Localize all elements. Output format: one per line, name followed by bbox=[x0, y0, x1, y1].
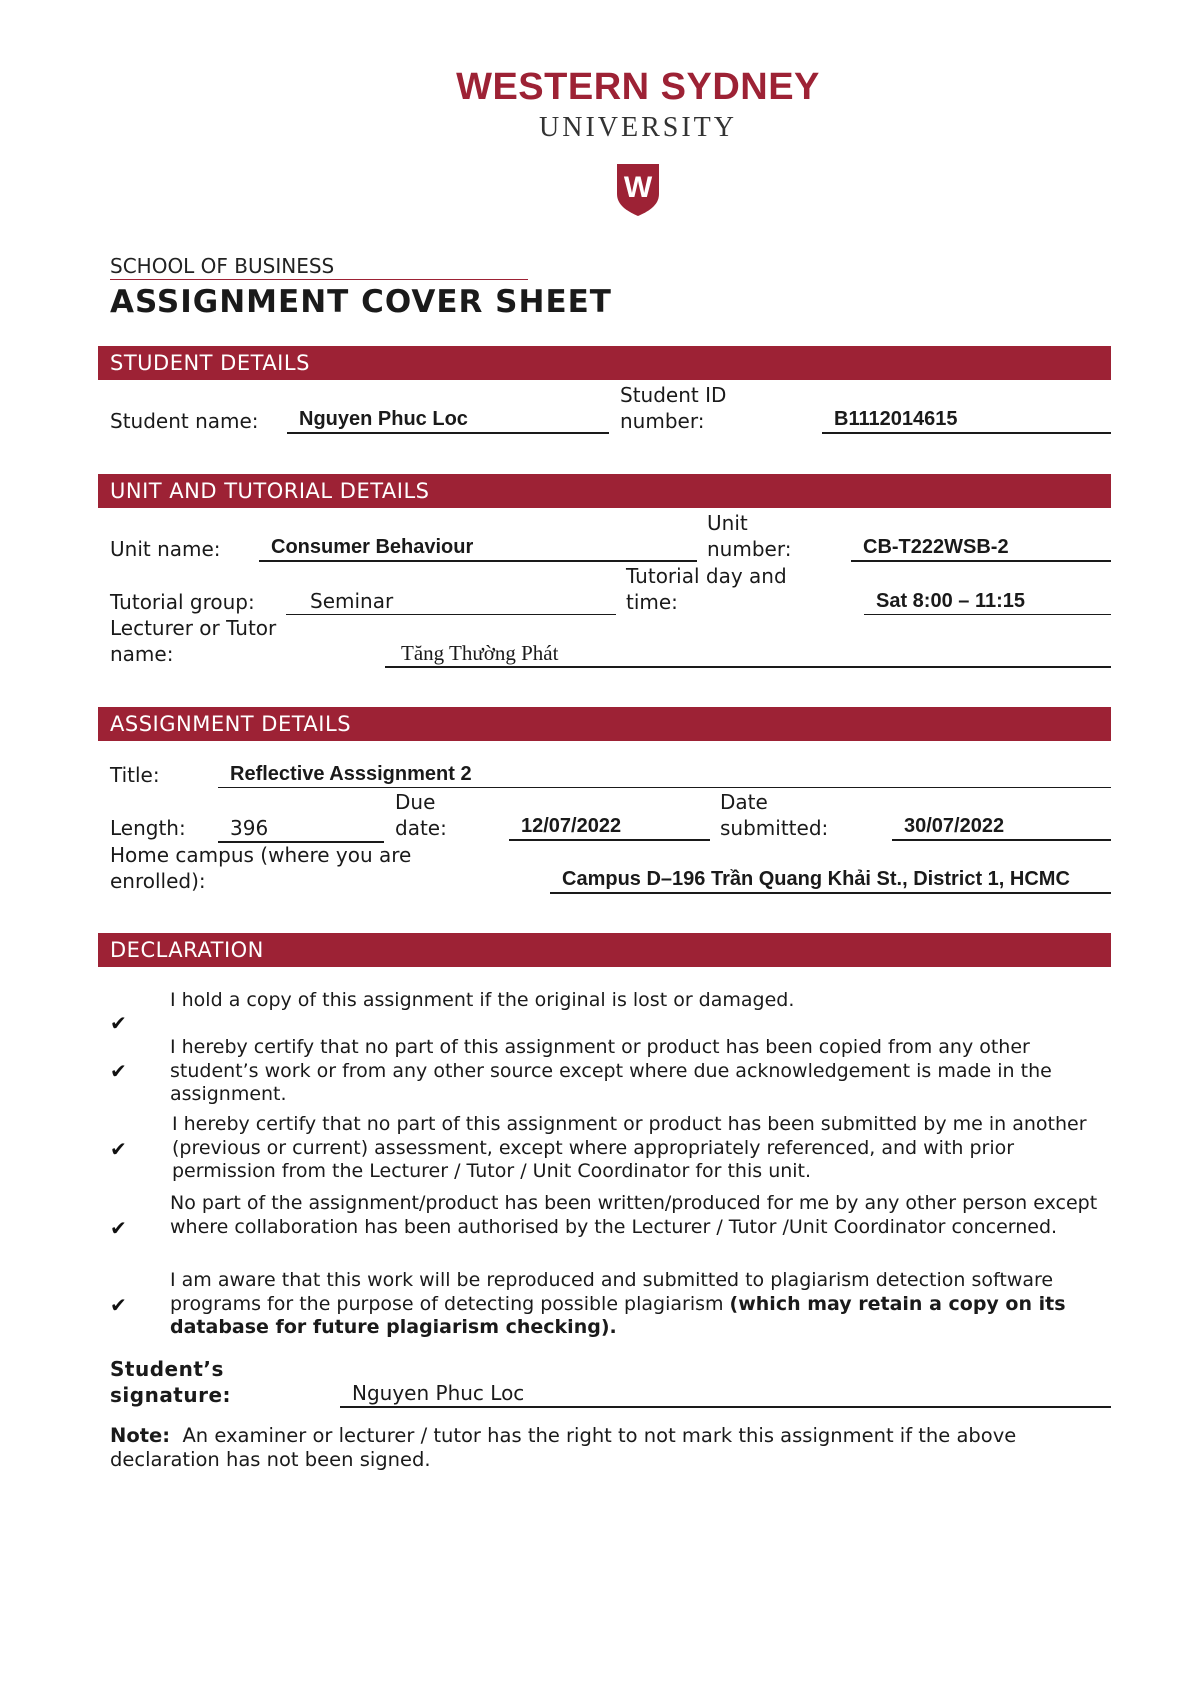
student-name-label: Student name: bbox=[110, 409, 259, 433]
student-id-label-1: Student ID bbox=[620, 383, 727, 407]
lecturer-field[interactable]: Tăng Thường Phát bbox=[385, 640, 1111, 668]
student-name-field[interactable]: Nguyen Phuc Loc bbox=[287, 406, 609, 434]
note-text: An examiner or lecturer / tutor has the right to not mark this assignment if the above declaration has not been signed. bbox=[110, 1424, 1017, 1471]
tutorial-group-label: Tutorial group: bbox=[110, 590, 255, 614]
section-declaration: DECLARATION bbox=[98, 933, 1111, 967]
declaration-item-5-text: I am aware that this work will be reproduced and submitted to plagiarism detection software programs for the purpose of detecting possible plagiarism bbox=[170, 1269, 1054, 1315]
length-label: Length: bbox=[110, 816, 186, 840]
declaration-item-4: No part of the assignment/product has been written/produced for me by any other person except where collaboration has been authorised by the Lecturer / Tutor /Unit Coordinator concerned. bbox=[170, 1192, 1098, 1238]
lecturer-label-1: Lecturer or Tutor bbox=[110, 616, 277, 640]
lecturer-label-2: name: bbox=[110, 642, 174, 666]
student-id-field[interactable]: B1112014615 bbox=[822, 406, 1111, 434]
signature-label-2: signature: bbox=[110, 1383, 232, 1407]
campus-label-1: Home campus (where you are bbox=[110, 843, 412, 867]
date-submitted-field[interactable]: 30/07/2022 bbox=[892, 813, 1111, 841]
declaration-check-2[interactable]: ✔ bbox=[110, 1059, 127, 1083]
school-rule bbox=[110, 279, 528, 280]
university-shield-icon bbox=[617, 164, 659, 220]
tutorial-group-field[interactable]: Seminar bbox=[286, 588, 616, 615]
section-unit-details: UNIT AND TUTORIAL DETAILS bbox=[98, 474, 1111, 508]
declaration-item-5 bbox=[170, 1269, 1100, 1340]
signature-label-1: Student’s bbox=[110, 1357, 224, 1381]
due-date-label-2: date: bbox=[395, 816, 447, 840]
campus-label-2: enrolled): bbox=[110, 869, 206, 893]
school-name: SCHOOL OF BUSINESS bbox=[110, 254, 335, 278]
declaration-check-4[interactable]: ✔ bbox=[110, 1216, 127, 1240]
declaration-check-1[interactable]: ✔ bbox=[110, 1011, 127, 1035]
title-field[interactable]: Reflective Asssignment 2 bbox=[218, 761, 1111, 788]
campus-field[interactable]: Campus D–196 Trần Quang Khải St., District 1, HCMC bbox=[550, 866, 1111, 894]
declaration-item-1: I hold a copy of this assignment if the original is lost or damaged. bbox=[170, 989, 795, 1011]
note-label: Note: bbox=[110, 1424, 171, 1447]
unit-name-label: Unit name: bbox=[110, 537, 221, 561]
signature-field[interactable]: Nguyen Phuc Loc bbox=[340, 1380, 1111, 1408]
unit-number-label-2: number: bbox=[707, 537, 792, 561]
unit-name-field[interactable]: Consumer Behaviour bbox=[259, 534, 697, 562]
section-assignment-details: ASSIGNMENT DETAILS bbox=[98, 707, 1111, 741]
due-date-label-1: Due bbox=[395, 790, 436, 814]
unit-number-label-1: Unit bbox=[707, 511, 748, 535]
student-id-label-2: number: bbox=[620, 409, 705, 433]
date-submitted-label-2: submitted: bbox=[720, 816, 829, 840]
section-student-details: STUDENT DETAILS bbox=[98, 346, 1111, 380]
declaration-item-5-bold: (which may retain a copy on its database for future plagiarism checking). bbox=[170, 1292, 1066, 1338]
university-subtitle: UNIVERSITY bbox=[539, 112, 737, 143]
declaration-item-2: I hereby certify that no part of this assignment or product has been copied from any other student’s work or from any other source except where due acknowledgement is made in the assignment. bbox=[170, 1036, 1052, 1105]
due-date-field[interactable]: 12/07/2022 bbox=[509, 813, 710, 841]
university-name: WESTERN SYDNEY bbox=[456, 66, 820, 108]
declaration-check-3[interactable]: ✔ bbox=[110, 1137, 127, 1161]
tutorial-time-label-1: Tutorial day and bbox=[626, 564, 787, 588]
declaration-item-3: I hereby certify that no part of this assignment or product has been submitted by me in another (previous or current) assessment, except where appropriately referenced, and with prior permission from the Lecturer / Tutor / Unit Coordinator for this unit. bbox=[172, 1113, 1087, 1182]
date-submitted-label-1: Date bbox=[720, 790, 768, 814]
title-label: Title: bbox=[110, 763, 160, 787]
shield-letter: W bbox=[623, 171, 653, 204]
tutorial-time-field[interactable]: Sat 8:00 – 11:15 bbox=[864, 588, 1111, 615]
page-title: ASSIGNMENT COVER SHEET bbox=[110, 284, 612, 320]
unit-number-field[interactable]: CB-T222WSB-2 bbox=[851, 534, 1111, 562]
tutorial-time-label-2: time: bbox=[626, 590, 678, 614]
declaration-check-5[interactable]: ✔ bbox=[110, 1293, 127, 1317]
signature-label bbox=[110, 1356, 231, 1408]
length-field[interactable]: 396 bbox=[218, 815, 384, 843]
note bbox=[110, 1424, 1100, 1472]
